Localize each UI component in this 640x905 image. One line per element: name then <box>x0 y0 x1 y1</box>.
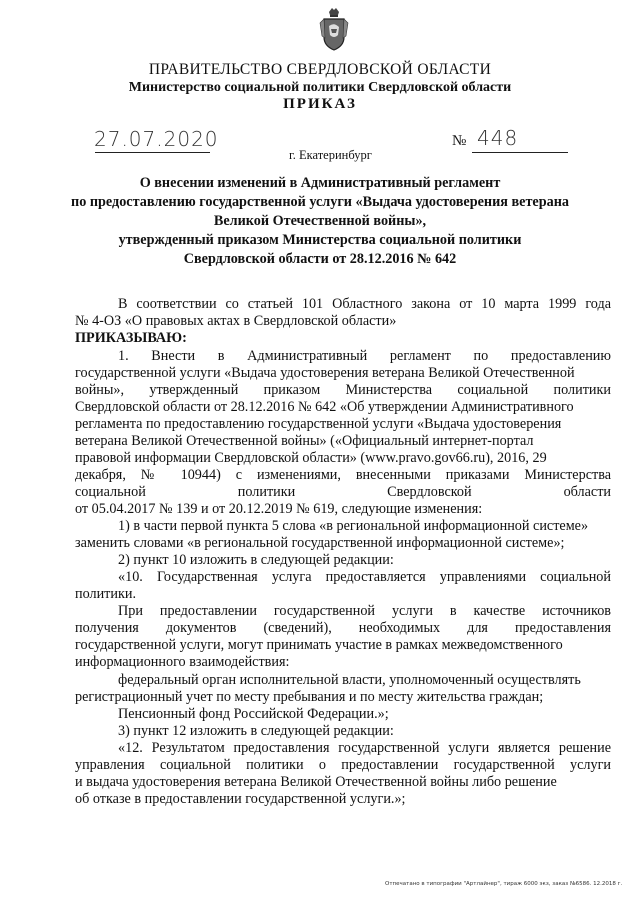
title-line: О внесении изменений в Административный регламент <box>139 175 501 191</box>
body-line: управления социальной политики о предоставлении государственной услуги <box>75 757 611 773</box>
doc-type-title: ПРИКАЗ <box>283 96 357 112</box>
body-line: При предоставлении государственной услуги в качестве источников <box>118 603 611 619</box>
order-keyword: ПРИКАЗЫВАЮ: <box>75 330 187 346</box>
ministry-title: Министерство социальной политики Свердловской области <box>128 80 512 95</box>
body-line: федеральный орган исполнительной власти, уполномоченный осуществлять <box>118 672 581 688</box>
body-line: В соответствии со статьей 101 Областного закона от 10 марта 1999 года <box>118 296 611 312</box>
body-line: 1. Внести в Административный регламент по предоставлению <box>118 348 611 364</box>
body-line: ветерана Великой Отечественной войны» («Официальный интернет-портал <box>75 433 534 449</box>
body-line: «12. Результатом предоставления государственной услуги является решение <box>118 740 611 756</box>
body-line: об отказе в предоставлении государственной услуги.»; <box>75 791 406 807</box>
number-handwritten: 448 <box>477 126 519 150</box>
title-line: Свердловской области от 28.12.2016 № 642 <box>183 251 457 267</box>
print-note: Отпечатано в типографии "Артлайнер", тираж 6000 экз, заказ №6586. 12.2018 г. <box>385 881 623 887</box>
body-line: декабря, № 10944) с изменениями, внесенными приказами Министерства <box>75 467 611 483</box>
number-underline <box>472 152 568 153</box>
body-line: информационного взаимодействия: <box>75 654 290 670</box>
body-line: правовой информации Свердловской области» (www.pravo.gov66.ru), 2016, 29 <box>75 450 547 466</box>
body-line: социальной политики Свердловской области <box>75 484 611 500</box>
government-title: ПРАВИТЕЛЬСТВО СВЕРДЛОВСКОЙ ОБЛАСТИ <box>148 61 492 78</box>
title-line: по предоставлению государственной услуги «Выдача удостоверения ветерана <box>71 194 569 210</box>
body-line: регистрационный учет по месту пребывания и по месту жительства граждан; <box>75 689 544 705</box>
title-line: утвержденный приказом Министерства социальной политики <box>118 232 522 248</box>
body-line: получения документов (сведений), необходимых для предоставления <box>75 620 611 636</box>
body-line: Пенсионный фонд Российской Федерации.»; <box>118 706 389 722</box>
document-title <box>0 174 640 269</box>
body-line: № 4-ОЗ «О правовых актах в Свердловской области» <box>75 313 397 329</box>
body-line: 3) пункт 12 изложить в следующей редакции: <box>118 723 394 739</box>
body-line: политики. <box>75 586 136 602</box>
number-label: № <box>452 133 467 149</box>
body-line: заменить словами «в региональной государственной информационной системе»; <box>75 535 565 551</box>
body-line: 2) пункт 10 изложить в следующей редакции: <box>118 552 394 568</box>
body-line: 1) в части первой пункта 5 слова «в региональной информационной системе» <box>118 518 589 534</box>
body-line: регламента по предоставлению государственной услуги «Выдача удостоверения <box>75 416 562 432</box>
coat-of-arms-emblem <box>319 6 349 52</box>
body-line: государственной услуги, могут принимать участие в рамках межведомственного <box>75 637 563 653</box>
body-line: от 05.04.2017 № 139 и от 20.12.2019 № 619, следующие изменения: <box>75 501 483 517</box>
body-line: «10. Государственная услуга предоставляется управлениями социальной <box>118 569 611 585</box>
title-line: Великой Отечественной войны», <box>213 213 427 229</box>
date-underline <box>95 152 210 153</box>
body-line: войны», утвержденный приказом Министерства социальной политики <box>75 382 611 398</box>
body-line: государственной услуги «Выдача удостоверения ветерана Великой Отечественной <box>75 365 575 381</box>
city-label: г. Екатеринбург <box>289 148 372 162</box>
body-line: Свердловской области от 28.12.2016 № 642 «Об утверждении Административного <box>75 399 574 415</box>
body-line: и выдача удостоверения ветерана Великой Отечественной войны либо решение <box>75 774 557 790</box>
date-handwritten: 27.07.2020 <box>94 127 219 151</box>
